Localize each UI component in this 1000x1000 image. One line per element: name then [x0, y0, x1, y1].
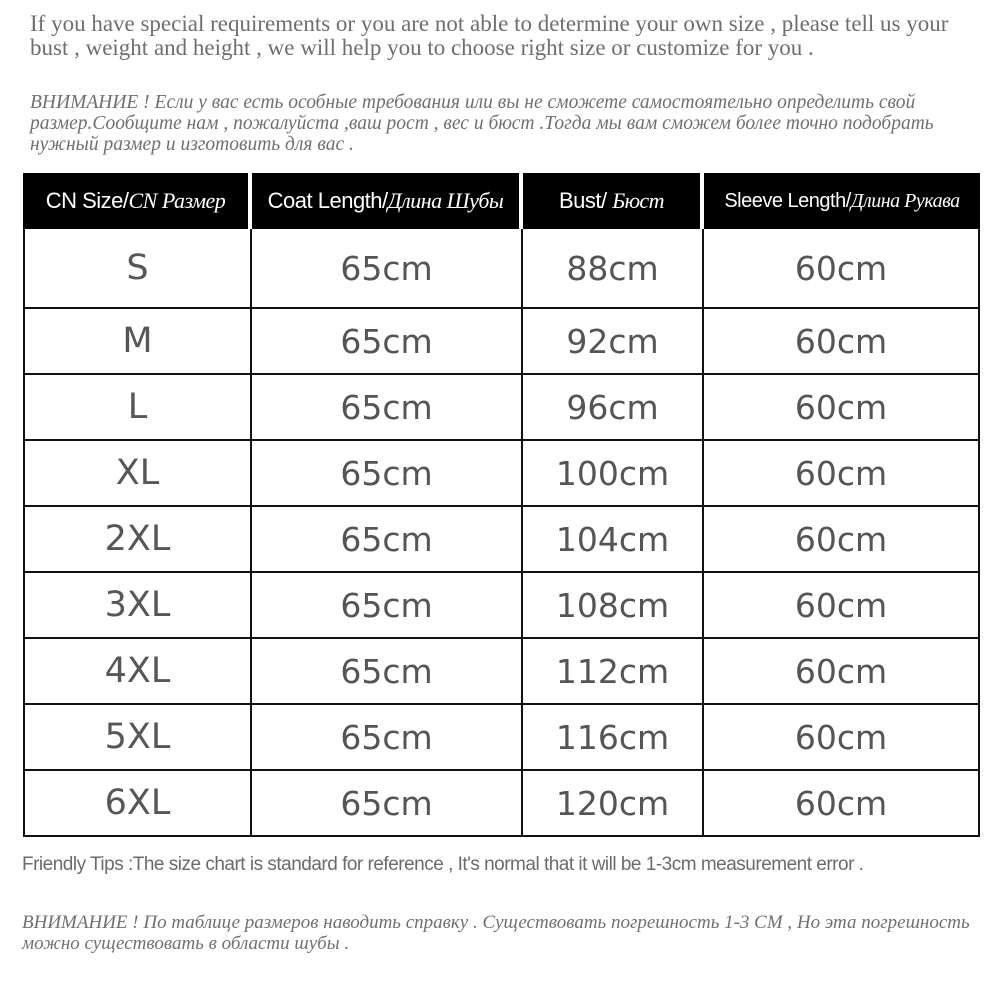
header-sleeve-length-en: Sleeve Length/ [724, 189, 851, 212]
table-row [25, 229, 980, 307]
coat-length-cell: 65cm [252, 309, 523, 373]
bust-cell: 104cm [523, 507, 704, 571]
bust-cell: 108cm [523, 573, 704, 637]
sleeve-length-cell: 60cm [704, 441, 980, 505]
coat-length-cell: 65cm [252, 639, 523, 703]
table-row [25, 439, 980, 505]
sleeve-length-cell: 60cm [704, 309, 980, 373]
sleeve-length-cell: 60cm [704, 705, 980, 769]
size-cell: XL [25, 441, 252, 505]
header-coat-length-ru: Длина Шубы [387, 188, 504, 213]
bust-cell: 112cm [523, 639, 704, 703]
table-header-row [23, 173, 980, 229]
header-coat-length [252, 173, 523, 229]
table-row [25, 637, 980, 703]
coat-length-cell: 65cm [252, 229, 523, 307]
size-cell: L [25, 375, 252, 439]
size-chart-table [23, 173, 980, 837]
sleeve-length-cell: 60cm [704, 771, 980, 835]
table-row [25, 373, 980, 439]
friendly-tips-russian: ВНИМАНИЕ ! По таблице размеров наводить справку . Существовать погрешность 1-3 СМ , Но эта погрешность можно существовать в области шубы . [22, 912, 970, 954]
table-row [25, 505, 980, 571]
bust-cell: 96cm [523, 375, 704, 439]
size-cell: S [25, 229, 252, 307]
size-cell: 3XL [25, 573, 252, 637]
header-cn-size-ru: CN Размер [128, 188, 226, 213]
table-row [25, 571, 980, 637]
size-cell: 4XL [25, 639, 252, 703]
sleeve-length-cell: 60cm [704, 229, 980, 307]
header-cn-size [23, 173, 252, 229]
coat-length-cell: 65cm [252, 573, 523, 637]
size-cell: 2XL [25, 507, 252, 571]
bust-cell: 92cm [523, 309, 704, 373]
header-bust [523, 173, 704, 229]
table-body [23, 229, 980, 837]
sleeve-length-cell: 60cm [704, 507, 980, 571]
table-row [25, 307, 980, 373]
table-row [25, 703, 980, 769]
header-cn-size-en: CN Size/ [45, 188, 129, 213]
sleeve-length-cell: 60cm [704, 639, 980, 703]
header-bust-ru: Бюст [612, 188, 665, 213]
header-sleeve-length-ru: Длина Рукава [850, 189, 960, 212]
sleeve-length-cell: 60cm [704, 375, 980, 439]
size-cell: 6XL [25, 771, 252, 835]
size-cell: M [25, 309, 252, 373]
coat-length-cell: 65cm [252, 441, 523, 505]
coat-length-cell: 65cm [252, 771, 523, 835]
header-bust-en: Bust/ [558, 188, 613, 213]
friendly-tips-english: Friendly Tips :The size chart is standard for reference , It's normal that it will be 1-3cm measurement error . [22, 854, 864, 875]
intro-english-note: If you have special requirements or you are not able to determine your own size , please tell us your bust , weight and height , we will help you to choose right size or customize for you . [30, 11, 949, 60]
bust-cell: 116cm [523, 705, 704, 769]
coat-length-cell: 65cm [252, 375, 523, 439]
coat-length-cell: 65cm [252, 705, 523, 769]
bust-cell: 88cm [523, 229, 704, 307]
bust-cell: 120cm [523, 771, 704, 835]
size-cell: 5XL [25, 705, 252, 769]
bust-cell: 100cm [523, 441, 704, 505]
header-sleeve-length [704, 173, 980, 229]
header-coat-length-en: Coat Length/ [267, 188, 388, 213]
coat-length-cell: 65cm [252, 507, 523, 571]
table-row [25, 769, 980, 835]
intro-russian-note: ВНИМАНИЕ ! Если у вас есть особные требования или вы не сможете самостоятельно определить свой размер.Сообщите нам , пожалуйста ,ваш рост , вес и бюст .Тогда мы вам сможем более точно подобрать нужный размер и изготовить для вас . [30, 92, 934, 155]
sleeve-length-cell: 60cm [704, 573, 980, 637]
